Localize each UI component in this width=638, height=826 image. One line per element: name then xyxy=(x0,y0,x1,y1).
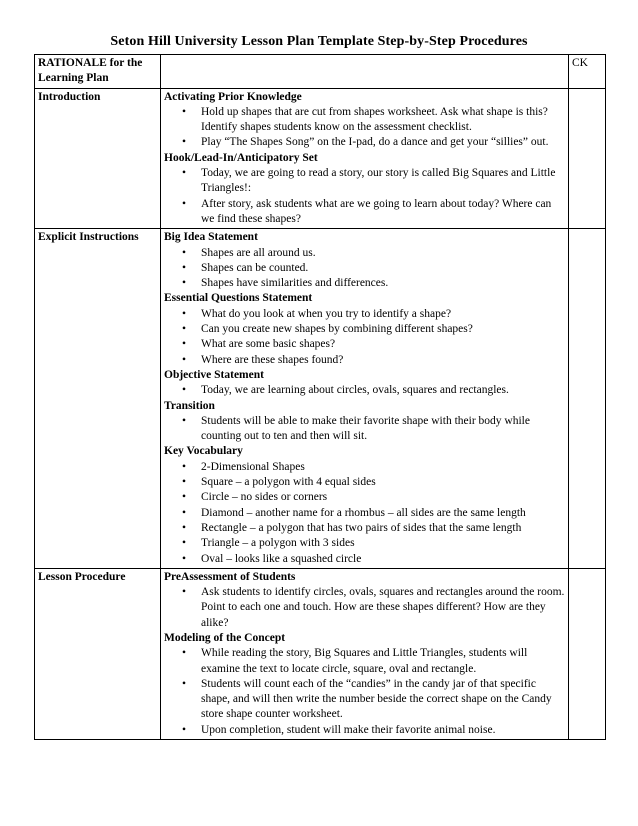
bullet-list xyxy=(164,585,565,631)
section-heading: Transition xyxy=(164,399,215,412)
list-item: • Diamond – another name for a rhombus – all sides are the same length xyxy=(201,506,565,521)
list-item: • 2-Dimensional Shapes xyxy=(201,460,565,475)
list-item: • Can you create new shapes by combining different shapes? xyxy=(201,322,565,337)
list-item: • Today, we are learning about circles, ovals, squares and rectangles. xyxy=(201,383,565,398)
row-content xyxy=(161,568,569,739)
row-content xyxy=(161,229,569,569)
list-item: • Where are these shapes found? xyxy=(201,353,565,368)
bullet-list xyxy=(164,414,565,445)
bullet-list xyxy=(164,307,565,368)
section-heading: Essential Questions Statement xyxy=(164,292,313,305)
bullet-list xyxy=(164,383,565,398)
ck-cell xyxy=(569,229,606,569)
row-label: Explicit Instructions xyxy=(35,229,161,569)
plan-row xyxy=(35,229,606,569)
ck-cell xyxy=(569,568,606,739)
bullet-list xyxy=(164,166,565,227)
section-heading: Hook/Lead-In/Anticipatory Set xyxy=(164,151,318,164)
list-item: • What do you look at when you try to identify a shape? xyxy=(201,307,565,322)
ck-cell xyxy=(569,88,606,229)
list-item: • After story, ask students what are we going to learn about today? Where can we find these shapes? xyxy=(201,197,565,228)
list-item: • Shapes are all around us. xyxy=(201,246,565,261)
section-heading: Big Idea Statement xyxy=(164,231,258,244)
list-item: • Square – a polygon with 4 equal sides xyxy=(201,475,565,490)
list-item: • While reading the story, Big Squares and Little Triangles, students will examine the text to locate circle, square, oval and rectangle. xyxy=(201,646,565,677)
list-item: • Ask students to identify circles, ovals, squares and rectangles around the room. Point to each one and touch. How are these shapes different? How are they alike? xyxy=(201,585,565,631)
row-label: Lesson Procedure xyxy=(35,568,161,739)
row-content xyxy=(161,88,569,229)
lesson-plan-table xyxy=(34,54,606,740)
plan-row xyxy=(35,568,606,739)
header-row xyxy=(35,55,606,89)
section-heading: PreAssessment of Students xyxy=(164,570,296,583)
section-heading: Modeling of the Concept xyxy=(164,631,286,644)
list-item: • Rectangle – a polygon that has two pairs of sides that the same length xyxy=(201,521,565,536)
list-item: • Circle – no sides or corners xyxy=(201,490,565,505)
list-item: • What are some basic shapes? xyxy=(201,337,565,352)
section-heading: Objective Statement xyxy=(164,368,264,381)
list-item: • Students will be able to make their favorite shape with their body while counting out to ten and then will sit. xyxy=(201,414,565,445)
list-item: • Hold up shapes that are cut from shapes worksheet. Ask what shape is this? Identify shapes students know on the assessment checklist. xyxy=(201,105,565,136)
bullet-list xyxy=(164,460,565,567)
plan-row xyxy=(35,88,606,229)
page-title: Seton Hill University Lesson Plan Template Step-by-Step Procedures xyxy=(110,34,528,49)
row-label: Introduction xyxy=(35,88,161,229)
list-item: • Triangle – a polygon with 3 sides xyxy=(201,536,565,551)
list-item: • Today, we are going to read a story, our story is called Big Squares and Little Triangles!: xyxy=(201,166,565,197)
bullet-list xyxy=(164,105,565,151)
header-blank-cell xyxy=(161,55,569,89)
list-item: • Shapes can be counted. xyxy=(201,261,565,276)
section-heading: Key Vocabulary xyxy=(164,445,243,458)
list-item: • Play “The Shapes Song” on the I-pad, do a dance and get your “sillies” out. xyxy=(201,135,565,150)
ck-header: CK xyxy=(569,55,606,89)
list-item: • Upon completion, student will make their favorite animal noise. xyxy=(201,723,565,738)
list-item: • Shapes have similarities and differences. xyxy=(201,276,565,291)
rationale-header: RATIONALE for the Learning Plan xyxy=(35,55,161,89)
bullet-list xyxy=(164,646,565,738)
list-item: • Students will count each of the “candies” in the candy jar of that specific shape, and will then write the number beside the correct shape on the Candy store shape counter worksheet. xyxy=(201,677,565,723)
bullet-list xyxy=(164,246,565,292)
list-item: • Oval – looks like a squashed circle xyxy=(201,552,565,567)
section-heading: Activating Prior Knowledge xyxy=(164,90,302,103)
